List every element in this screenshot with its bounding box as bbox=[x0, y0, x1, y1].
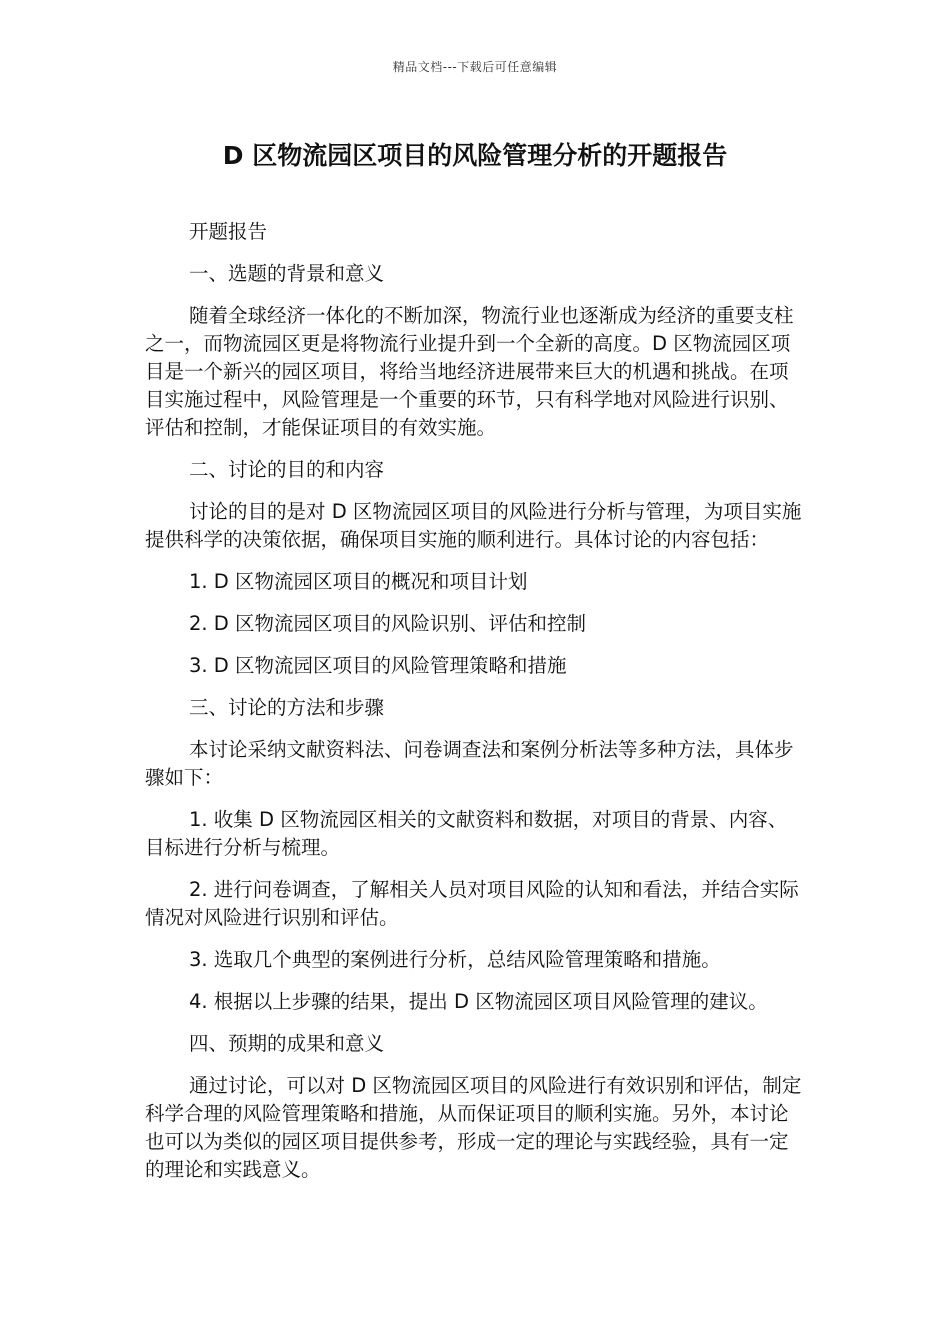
section-heading-2: 二、讨论的目的和内容 bbox=[189, 458, 385, 481]
paragraph-method: 本讨论采纳文献资料法、问卷调查法和案例分析法等多种方法，具体步骤如下： bbox=[145, 738, 794, 789]
list-item: 1. 收集 D 区物流园区相关的文献资料和数据，对项目的背景、内容、目标进行分析与梳理。 bbox=[145, 808, 788, 859]
document-title: D 区物流园区项目的风险管理分析的开题报告 bbox=[222, 141, 728, 170]
list-item: 2. D 区物流园区项目的风险识别、评估和控制 bbox=[189, 612, 587, 635]
list-item: 3. D 区物流园区项目的风险管理策略和措施 bbox=[189, 654, 567, 677]
list-item: 1. D 区物流园区项目的概况和项目计划 bbox=[189, 570, 528, 593]
paragraph-outcome: 通过讨论，可以对 D 区物流园区项目的风险进行有效识别和评估，制定科学合理的风险管理策略和措施，从而保证项目的顺利实施。另外，本讨论也可以为类似的园区项目提供参考，形成一定的理论与实践经验，具有一定的理论和实践意义。 bbox=[145, 1074, 802, 1181]
section-heading-4: 四、预期的成果和意义 bbox=[189, 1032, 385, 1055]
paragraph-purpose: 讨论的目的是对 D 区物流园区项目的风险进行分析与管理，为项目实施提供科学的决策依据，确保项目实施的顺利进行。具体讨论的内容包括： bbox=[145, 500, 802, 551]
section-heading-1: 一、选题的背景和意义 bbox=[189, 262, 385, 285]
header-note: 精品文档---下载后可任意编辑 bbox=[392, 60, 558, 74]
section-label: 开题报告 bbox=[189, 220, 268, 243]
list-item: 2. 进行问卷调查，了解相关人员对项目风险的认知和看法，并结合实际情况对风险进行识别和评估。 bbox=[145, 878, 799, 929]
document-body bbox=[145, 218, 805, 1198]
list-item: 4. 根据以上步骤的结果，提出 D 区物流园区项目风险管理的建议。 bbox=[189, 990, 768, 1013]
list-item: 3. 选取几个典型的案例进行分析，总结风险管理策略和措施。 bbox=[189, 948, 721, 971]
section-heading-3: 三、讨论的方法和步骤 bbox=[189, 696, 385, 719]
paragraph-background: 随着全球经济一体化的不断加深，物流行业也逐渐成为经济的重要支柱之一，而物流园区更是将物流行业提升到一个全新的高度。D 区物流园区项目是一个新兴的园区项目，将给当地经济进展带来巨大的机遇和挑战。在项目实施过程中，风险管理是一个重要的环节，只有科学地对风险进行识别、评估和控制，才能保证项目的有效实施。 bbox=[145, 304, 794, 439]
